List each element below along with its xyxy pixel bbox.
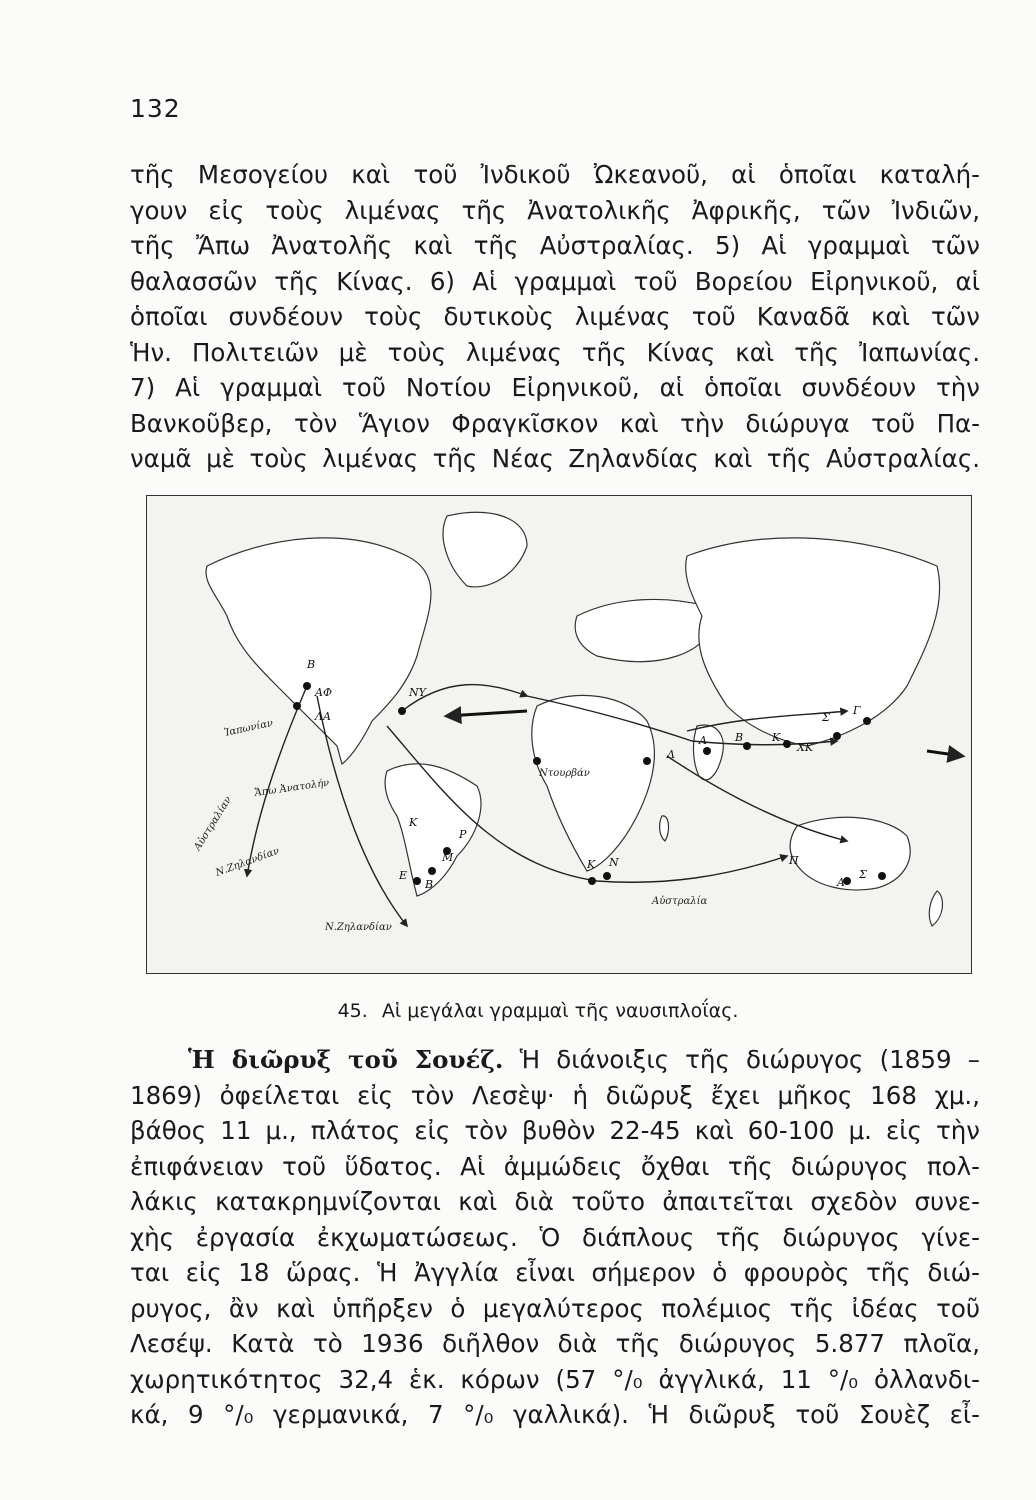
map-label-durban: Ντουρβάν	[539, 768, 590, 779]
port-letter: Κ	[409, 816, 418, 829]
world-shipping-map	[146, 495, 972, 974]
port-letter: ΛΑ	[315, 710, 331, 723]
text-line: Λεσέψ. Κατὰ τὸ 1936 διῆλθον διὰ τῆς διώρυγος 5.877 πλοῖα,	[130, 1329, 980, 1358]
text-line: θαλασσῶν τῆς Κίνας. 6) Αἱ γραμμαὶ τοῦ Βορείου Εἰρηνικοῦ, αἱ	[130, 266, 980, 296]
port-letter: Μ	[442, 851, 454, 864]
text-segment: Ἡ διάνοιξις τῆς διώρυγος (1859 –	[519, 1045, 980, 1074]
section-heading: Ἡ διῶρυξ τοῦ Σουέζ.	[188, 1045, 504, 1074]
text-line: 7) Αἱ γραμμαὶ τοῦ Νοτίου Εἰρηνικοῦ, αἱ ὁποῖαι συνδέουν τὴν	[130, 373, 980, 402]
caption-text: Αἱ μεγάλαι γραμμαὶ τῆς ναυσιπλοΐας.	[381, 1000, 739, 1022]
europe-landmass	[575, 599, 711, 661]
port-dot	[703, 747, 711, 755]
port-letter: Κ	[772, 731, 781, 744]
text-line: 1869) ὀφείλεται εἰς τὸν Λεσὲψ· ἡ διῶρυξ ἔχει μῆκος 168 χμ.,	[130, 1080, 980, 1110]
page-number: 132	[130, 94, 181, 123]
map-svg	[147, 496, 971, 973]
text-line: τῆς Μεσογείου καὶ τοῦ Ἰνδικοῦ Ὠκεανοῦ, αἱ ὁποῖαι καταλή-	[130, 160, 980, 189]
text-line: λάκις κατακρημνίζονται καὶ διὰ τοῦτο ἀπαιτεῖται σχεδὸν συνε-	[130, 1187, 980, 1216]
map-label-japan-route: Ἰαπωνίαν	[223, 717, 275, 739]
text-line: χωρητικότητος 32,4 ἑκ. κόρων (57 °/₀ ἀγγλικά, 11 °/₀ ὀλλανδι-	[130, 1364, 980, 1394]
text-line: κά, 9 °/₀ γερμανικά, 7 °/₀ γαλλικά). Ἡ διῶρυξ τοῦ Σουὲζ εἶ-	[130, 1400, 980, 1429]
port-letter: ΑΦ	[315, 686, 332, 699]
port-dot	[743, 742, 751, 750]
port-letter: Κ	[587, 858, 596, 871]
text-line: ὁποῖαι συνδέουν τοὺς δυτικοὺς λιμένας τοῦ Καναδᾶ καὶ τῶν	[130, 302, 980, 331]
port-letter: Α	[837, 876, 845, 889]
text-line: ται εἰς 18 ὥρας. Ἡ Ἀγγλία εἶναι σήμερον ὁ φρουρὸς τῆς διώ-	[130, 1258, 980, 1287]
text-line: ἐπιφάνειαν τοῦ ὕδατος. Αἱ ἀμμώδεις ὄχθαι τῆς διώρυγος πολ-	[130, 1151, 980, 1181]
map-label-far-east-route: Ἄπω Ἀνατολήν	[253, 777, 330, 799]
port-letter: Σ	[859, 868, 867, 881]
greenland-landmass	[443, 512, 527, 587]
text-line: Βανκοῦβερ, τὸν Ἅγιον Φραγκῖσκον καὶ τὴν διώρυγα τοῦ Πα-	[130, 408, 980, 438]
port-letter: ΧΚ	[797, 741, 814, 754]
port-dot	[293, 702, 301, 710]
port-dot	[603, 872, 611, 880]
text-line: χὴς ἐργασία ἐκχωματώσεως. Ὁ διάπλους τῆς διώρυγος γίνε-	[130, 1222, 980, 1252]
asia-landmass	[686, 538, 940, 746]
port-letter: ΝΥ	[409, 686, 426, 699]
port-letter: Β	[425, 878, 434, 891]
text-line: τῆς Ἄπω Ἀνατολῆς καὶ τῆς Αὐστραλίας. 5) Αἱ γραμμαὶ τῶν	[130, 231, 980, 260]
madagascar-landmass	[660, 816, 669, 841]
map-label-australia: Αὐστραλία	[652, 896, 708, 907]
port-letter: Α	[699, 734, 707, 747]
port-dot	[863, 717, 871, 725]
text-line: ρυγος, ἂν καὶ ὑπῆρξεν ὁ μεγαλύτερος πολέμιος τῆς ἰδέας τοῦ	[130, 1293, 980, 1323]
port-dot	[303, 682, 311, 690]
port-letter: Σ	[822, 711, 830, 724]
port-dot	[413, 877, 421, 885]
port-dot	[783, 740, 791, 748]
map-label-australia-route: Αὐστραλίαν	[192, 794, 235, 853]
heading-line	[130, 1042, 980, 1078]
port-letter: Λ	[667, 748, 675, 761]
port-dot	[398, 707, 406, 715]
suez-paragraph	[130, 1042, 980, 1433]
port-letter: Β	[307, 658, 316, 671]
top-paragraph	[130, 157, 980, 477]
port-letter: Β	[735, 731, 744, 744]
map-label-new-zealand-route: Ν.Ζηλανδίαν	[214, 845, 281, 879]
port-dot	[833, 732, 841, 740]
port-letter: Ν	[609, 856, 619, 869]
port-letter: Π	[789, 854, 799, 867]
port-letter: Ε	[399, 869, 408, 882]
arrow-westward	[447, 711, 527, 716]
caption-number: 45.	[337, 1000, 368, 1022]
map-label-new-zealand-south: Ν.Ζηλανδίαν	[325, 922, 392, 933]
port-letter: Γ	[853, 704, 861, 717]
text-line: γουν εἰς τοὺς λιμένας τῆς Ἀνατολικῆς Ἀφρικῆς, τῶν Ἰνδιῶν,	[130, 195, 980, 225]
africa-landmass	[532, 695, 655, 871]
new-zealand-landmass	[929, 891, 942, 926]
port-dot	[428, 867, 436, 875]
figure-caption	[0, 1000, 1036, 1022]
port-dot	[643, 757, 651, 765]
port-letter: Ρ	[459, 828, 467, 841]
port-dot	[588, 877, 596, 885]
port-dot	[533, 757, 541, 765]
text-line: Ἡν. Πολιτειῶν μὲ τοὺς λιμένας τῆς Κίνας καὶ τῆς Ἰαπωνίας.	[130, 337, 980, 367]
text-line: ναμᾶ μὲ τοὺς λιμένας τῆς Νέας Ζηλανδίας καὶ τῆς Αὐστραλίας.	[130, 444, 980, 473]
port-dot	[878, 872, 886, 880]
arrow-eastward	[927, 751, 962, 756]
text-line: βάθος 11 μ., πλάτος εἰς τὸν βυθὸν 22-45 καὶ 60-100 μ. εἰς τὴν	[130, 1116, 980, 1145]
